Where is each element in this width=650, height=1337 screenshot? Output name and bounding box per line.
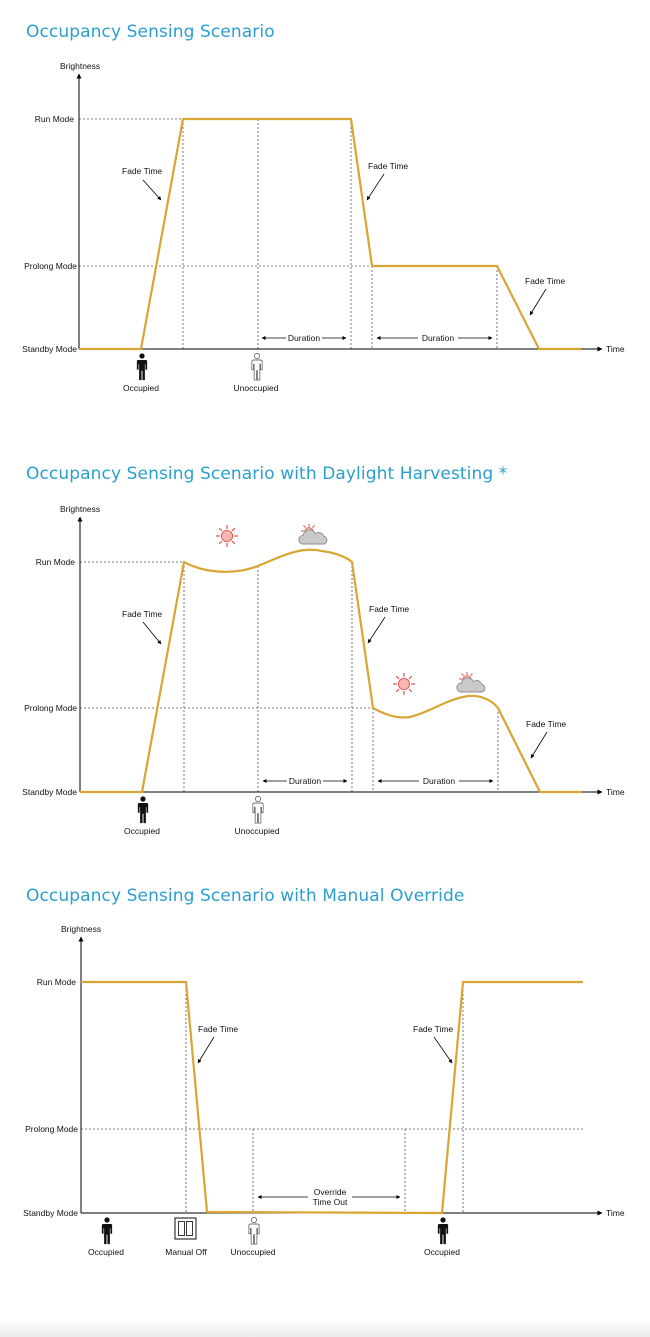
sun-icon bbox=[393, 673, 415, 695]
person-solid-icon bbox=[138, 796, 148, 823]
person-outline-icon bbox=[249, 1217, 259, 1244]
fade-label: Fade Time bbox=[526, 719, 567, 729]
page-footer-shadow bbox=[0, 1320, 650, 1337]
level-standby: Standby Mode bbox=[22, 344, 77, 354]
fade-label: Fade Time bbox=[198, 1024, 239, 1034]
y-axis-label: Brightness bbox=[60, 61, 101, 71]
fade-arrow bbox=[530, 289, 546, 315]
event-label: Unoccupied bbox=[234, 826, 280, 836]
x-axis-label: Time bbox=[606, 344, 625, 354]
event-label: Occupied bbox=[424, 1247, 460, 1257]
person-solid-icon bbox=[438, 1217, 448, 1244]
y-axis-label: Brightness bbox=[61, 924, 102, 934]
person-solid-icon bbox=[102, 1217, 112, 1244]
level-prolong: Prolong Mode bbox=[24, 261, 77, 271]
level-standby: Standby Mode bbox=[22, 787, 77, 797]
level-prolong: Prolong Mode bbox=[24, 703, 77, 713]
x-axis-label: Time bbox=[606, 1208, 625, 1218]
event-label: Occupied bbox=[123, 383, 159, 393]
fade-arrow bbox=[367, 174, 384, 200]
scenario-2-title: Occupancy Sensing Scenario with Daylight Harvesting * bbox=[26, 464, 508, 484]
guide-lines bbox=[80, 562, 498, 792]
fade-label: Fade Time bbox=[369, 604, 410, 614]
level-prolong: Prolong Mode bbox=[25, 1124, 78, 1134]
level-run: Run Mode bbox=[34, 114, 74, 124]
override-label: Override bbox=[313, 1187, 347, 1197]
duration-label: Duration bbox=[422, 776, 456, 786]
fade-label: Fade Time bbox=[122, 609, 163, 619]
scenario-3-title: Occupancy Sensing Scenario with Manual Override bbox=[26, 886, 465, 906]
wall-switch-icon bbox=[175, 1218, 196, 1239]
fade-arrow bbox=[198, 1037, 214, 1063]
fade-arrow bbox=[434, 1037, 452, 1063]
duration-label: Duration bbox=[421, 333, 455, 343]
person-solid-icon bbox=[137, 353, 147, 380]
event-label: Unoccupied bbox=[230, 1247, 276, 1257]
fade-arrow bbox=[531, 732, 547, 758]
y-axis-label: Brightness bbox=[60, 504, 101, 514]
fade-arrow bbox=[368, 617, 385, 643]
brightness-curve bbox=[79, 119, 581, 349]
event-label: Occupied bbox=[88, 1247, 124, 1257]
guide-lines bbox=[79, 119, 497, 349]
scenario-1-title: Occupancy Sensing Scenario bbox=[26, 22, 275, 42]
person-outline-icon bbox=[253, 796, 263, 823]
fade-arrow bbox=[143, 622, 161, 644]
occupancy-diagram bbox=[0, 55, 650, 400]
sun-icon bbox=[216, 525, 238, 547]
event-label: Unoccupied bbox=[233, 383, 279, 393]
event-label: Manual Off bbox=[165, 1247, 207, 1257]
fade-label: Fade Time bbox=[368, 161, 409, 171]
brightness-curve bbox=[81, 982, 583, 1213]
override-label: Time Out bbox=[312, 1197, 348, 1207]
guide-lines bbox=[81, 982, 583, 1213]
level-run: Run Mode bbox=[35, 557, 75, 567]
cloud-sun-icon bbox=[457, 672, 485, 692]
level-run: Run Mode bbox=[36, 977, 76, 987]
fade-label: Fade Time bbox=[122, 166, 163, 176]
event-label: Occupied bbox=[124, 826, 160, 836]
fade-arrow bbox=[143, 180, 161, 200]
manual-override-diagram bbox=[0, 918, 650, 1263]
x-axis-label: Time bbox=[606, 787, 625, 797]
fade-label: Fade Time bbox=[413, 1024, 454, 1034]
level-standby: Standby Mode bbox=[23, 1208, 78, 1218]
daylight-diagram bbox=[0, 498, 650, 843]
cloud-sun-icon bbox=[299, 524, 327, 544]
duration-label: Duration bbox=[287, 333, 321, 343]
person-outline-icon bbox=[252, 353, 262, 380]
duration-label: Duration bbox=[288, 776, 322, 786]
fade-label: Fade Time bbox=[525, 276, 566, 286]
brightness-curve bbox=[80, 550, 582, 792]
